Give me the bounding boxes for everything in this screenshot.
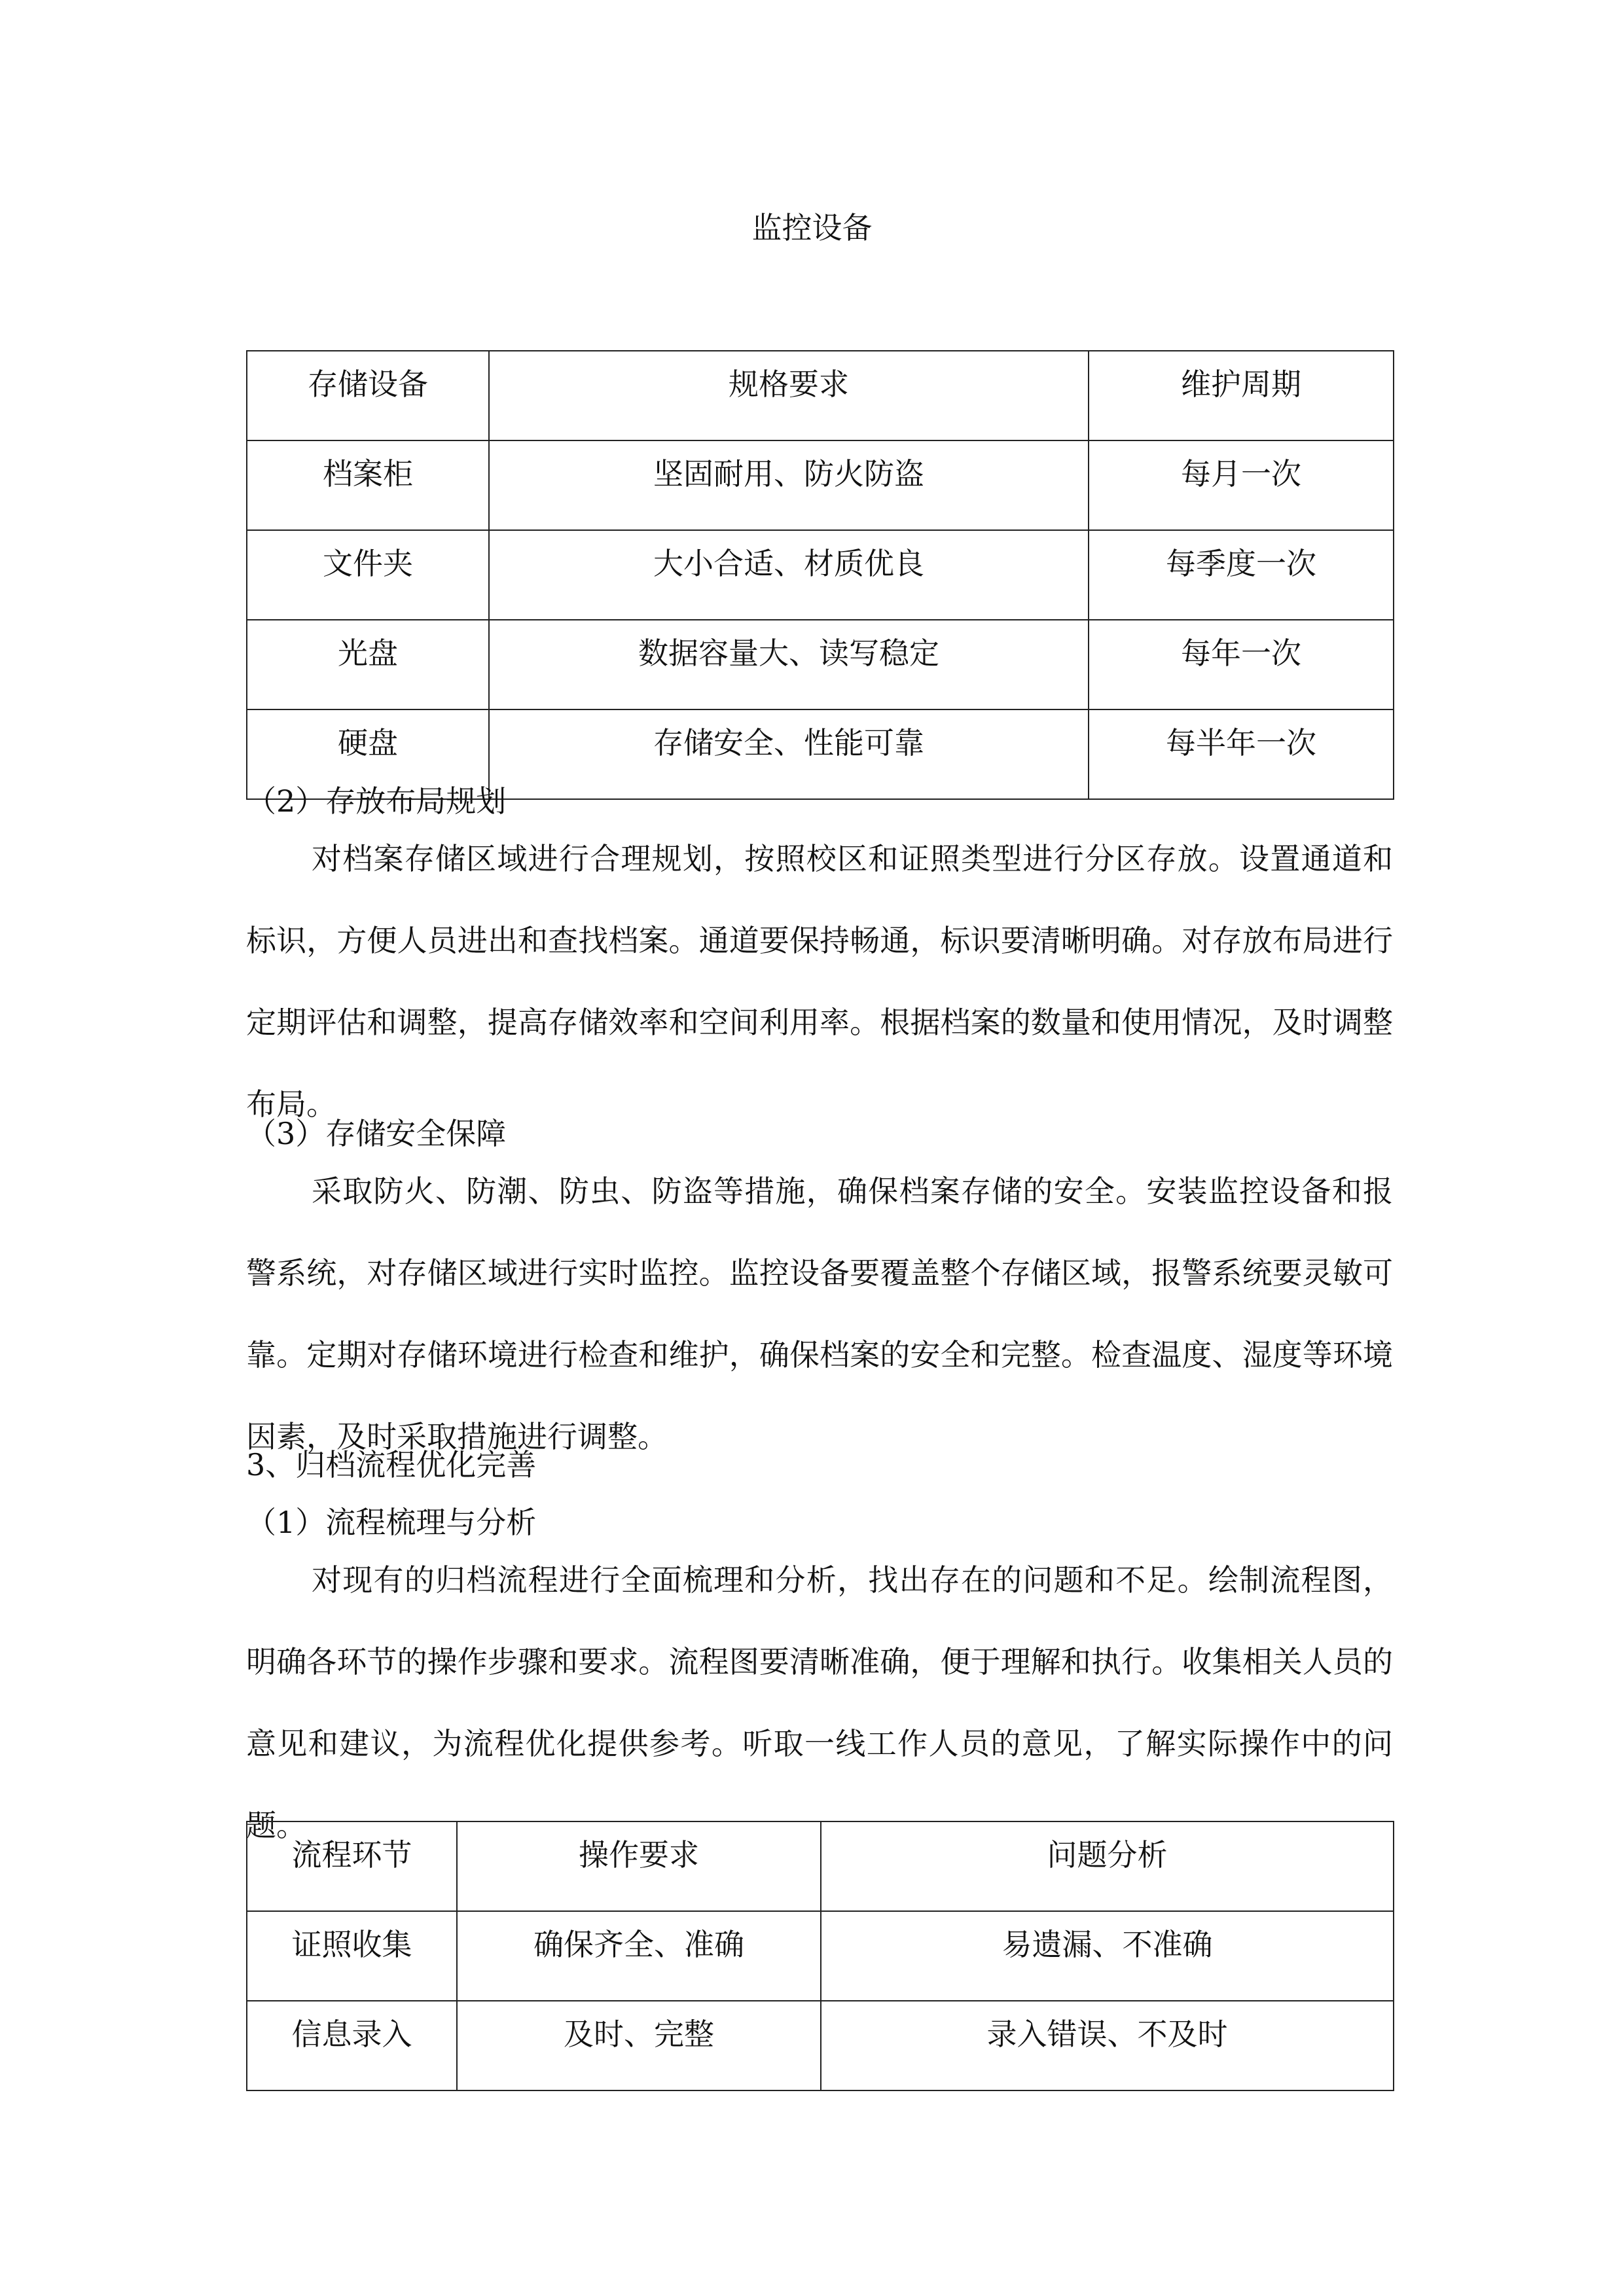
table-cell: 易遗漏、不准确 xyxy=(821,1911,1394,2001)
table-cell: 证照收集 xyxy=(247,1911,457,2001)
table-row xyxy=(247,2001,1394,2090)
table-row xyxy=(247,1911,1394,2001)
table-header-cell: 流程环节 xyxy=(247,1821,457,1911)
table-cell: 每季度一次 xyxy=(1089,530,1394,620)
table-cell: 大小合适、材质优良 xyxy=(489,530,1089,620)
page-title: 监控设备 xyxy=(751,210,873,245)
table-cell: 每年一次 xyxy=(1089,620,1394,709)
table-cell: 文件夹 xyxy=(247,530,489,620)
paragraph-layout-planning: 对档案存储区域进行合理规划，按照校区和证照类型进行分区存放。设置通道和标识，方便人员进出和查找档案。通道要保持畅通，标识要清晰明确。对存放布局进行定期评估和调整，提高存储效率和空间利用率。根据档案的数量和使用情况，及时调整布局。 xyxy=(246,841,1393,1122)
paragraph-storage-security: 采取防火、防潮、防虫、防盗等措施，确保档案存储的安全。安装监控设备和报警系统，对存储区域进行实时监控。监控设备要覆盖整个存储区域，报警系统要灵敏可靠。定期对存储环境进行检查和维护，确保档案的安全和完整。检查温度、湿度等环境因素，及时采取措施进行调整。 xyxy=(246,1174,1393,1454)
table-header-cell: 规格要求 xyxy=(489,351,1089,440)
table-cell: 档案柜 xyxy=(247,440,489,530)
table-header-cell: 维护周期 xyxy=(1089,351,1394,440)
table-row xyxy=(247,440,1394,530)
paragraph-process-analysis: 对现有的归档流程进行全面梳理和分析，找出存在的问题和不足。绘制流程图，明确各环节的操作步骤和要求。流程图要清晰准确，便于理解和执行。收集相关人员的意见和建议，为流程优化提供参考。听取一线工作人员的意见，了解实际操作中的问题。 xyxy=(246,1562,1393,1843)
table-header-row xyxy=(247,351,1394,440)
table-cell: 坚固耐用、防火防盗 xyxy=(489,440,1089,530)
storage-equipment-table xyxy=(246,350,1394,800)
table-cell: 确保齐全、准确 xyxy=(457,1911,821,2001)
table-header-cell: 存储设备 xyxy=(247,351,489,440)
table-cell: 数据容量大、读写稳定 xyxy=(489,620,1089,709)
table-cell: 录入错误、不及时 xyxy=(821,2001,1394,2090)
process-analysis-table xyxy=(246,1821,1394,2091)
table-header-cell: 操作要求 xyxy=(457,1821,821,1911)
table-cell: 每半年一次 xyxy=(1089,709,1394,799)
table-cell: 硬盘 xyxy=(247,709,489,799)
table-cell: 存储安全、性能可靠 xyxy=(489,709,1089,799)
section-heading-layout-planning: （2）存放布局规划 xyxy=(246,783,507,819)
table-header-row xyxy=(247,1821,1394,1911)
table-row xyxy=(247,620,1394,709)
table-row xyxy=(247,530,1394,620)
section-heading-storage-security: （3）存储安全保障 xyxy=(246,1116,507,1151)
section-heading-process-analysis: （1）流程梳理与分析 xyxy=(246,1505,537,1540)
table-cell: 信息录入 xyxy=(247,2001,457,2090)
table-cell: 及时、完整 xyxy=(457,2001,821,2090)
table-cell: 光盘 xyxy=(247,620,489,709)
section-heading-archive-process: 3、归档流程优化完善 xyxy=(246,1447,537,1482)
table-header-cell: 问题分析 xyxy=(821,1821,1394,1911)
table-cell: 每月一次 xyxy=(1089,440,1394,530)
